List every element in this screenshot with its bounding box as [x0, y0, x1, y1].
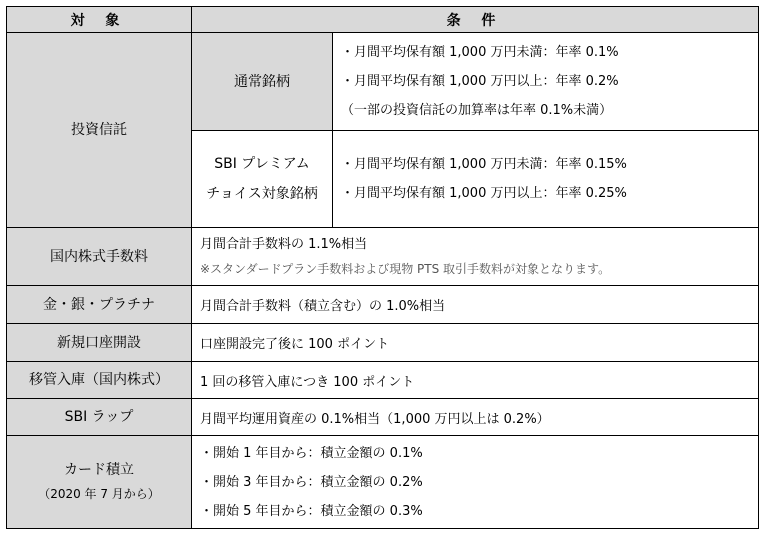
- row-condition: 1 回の移管入庫につき 100 ポイント: [192, 362, 759, 399]
- premium-choice-conditions: [333, 131, 759, 228]
- card-conditions: [192, 436, 759, 529]
- condition-line: 月間合計手数料の 1.1%相当: [200, 236, 368, 252]
- regular-fund-label: 通常銘柄: [192, 33, 333, 131]
- header-target: 対 象: [7, 7, 192, 33]
- points-conditions-table: [6, 6, 759, 529]
- condition-line: ・月間平均保有額 1,000 万円未満：年率 0.1%: [341, 45, 619, 60]
- regular-fund-conditions: [333, 33, 759, 131]
- condition-line: ・開始 5 年目から：積立金額の 0.3%: [200, 503, 423, 519]
- card-label: [7, 436, 192, 529]
- table-row: [7, 362, 759, 399]
- card-label-sub: （2020 年 7 月から）: [38, 487, 160, 501]
- row-condition: 月間平均運用資産の 0.1%相当（1,000 万円以上は 0.2%）: [192, 399, 759, 436]
- condition-note: ※スタンダードプラン手数料および現物 PTS 取引手数料が対象となります。: [200, 261, 611, 276]
- premium-label-line2: チョイス対象銘柄: [206, 186, 318, 202]
- row-condition: 口座開設完了後に 100 ポイント: [192, 324, 759, 362]
- condition-line: （一部の投資信託の加算率は年率 0.1%未満）: [341, 103, 613, 118]
- row-label: 移管入庫（国内株式）: [7, 362, 192, 399]
- condition-line: ・月間平均保有額 1,000 万円以上：年率 0.2%: [341, 74, 619, 89]
- table-row: [7, 436, 759, 529]
- table-row: [7, 33, 759, 131]
- table-row: [7, 324, 759, 362]
- investment-trust-label: 投資信託: [7, 33, 192, 228]
- table-row: [7, 399, 759, 436]
- condition-line: ・開始 1 年目から：積立金額の 0.1%: [200, 445, 423, 461]
- row-label: 新規口座開設: [7, 324, 192, 362]
- header-row: [7, 7, 759, 33]
- row-condition: [192, 228, 759, 286]
- premium-choice-label: [192, 131, 333, 228]
- row-label: 国内株式手数料: [7, 228, 192, 286]
- premium-label-line1: SBI プレミアム: [214, 156, 310, 172]
- table-row: [7, 228, 759, 286]
- row-condition: 月間合計手数料（積立含む）の 1.0%相当: [192, 286, 759, 324]
- condition-line: ・月間平均保有額 1,000 万円未満：年率 0.15%: [341, 157, 627, 172]
- header-condition: 条 件: [192, 7, 759, 33]
- condition-line: ・月間平均保有額 1,000 万円以上：年率 0.25%: [341, 186, 627, 201]
- row-label: 金・銀・プラチナ: [7, 286, 192, 324]
- card-label-main: カード積立: [64, 462, 134, 478]
- table-row: [7, 286, 759, 324]
- row-label: SBI ラップ: [7, 399, 192, 436]
- condition-line: ・開始 3 年目から：積立金額の 0.2%: [200, 474, 423, 490]
